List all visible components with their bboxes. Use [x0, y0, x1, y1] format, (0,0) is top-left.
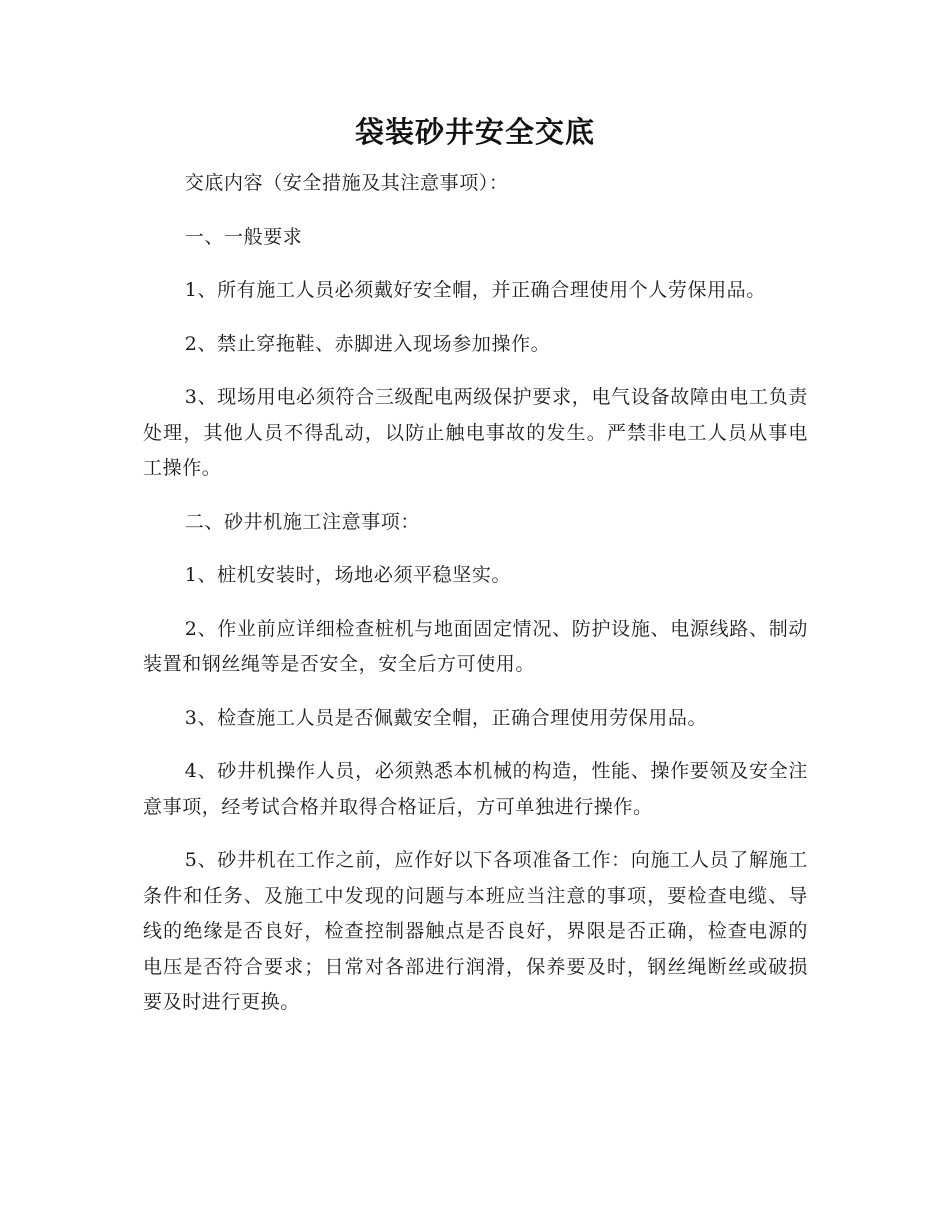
paragraph-general-3: 3、现场用电必须符合三级配电两级保护要求，电气设备故障由电工负责处理，其他人员不得乱动，以防止触电事故的发生。严禁非电工人员从事电工操作。	[143, 386, 808, 479]
paragraph-machine-4: 4、砂井机操作人员，必须熟悉本机械的构造，性能、操作要领及安全注意事项，经考试合格并取得合格证后，方可单独进行操作。	[143, 760, 808, 818]
document-title: 袋装砂井安全交底	[354, 115, 595, 149]
paragraph-general-2: 2、禁止穿拖鞋、赤脚进入现场参加操作。	[184, 332, 551, 355]
paragraph-intro: 交底内容（安全措施及其注意事项）：	[184, 172, 509, 194]
document-body	[143, 166, 808, 1039]
paragraph-general-1: 1、所有施工人员必须戴好安全帽，并正确合理使用个人劳保用品。	[184, 279, 766, 301]
section-heading-machine: 二、砂井机施工注意事项：	[184, 510, 420, 533]
paragraph-machine-5: 5、砂井机在工作之前，应作好以下各项准备工作：向施工人员了解施工条件和任务、及施工中发现的问题与本班应当注意的事项，要检查电缆、导线的绝缘是否良好，检查控制器触点是否良好，界限是否正确，检查电源的电压是否符合要求；日常对各部进行润滑，保养要及时，钢丝绳断丝或破损要及时进行更换。	[143, 849, 808, 1013]
paragraph-machine-1: 1、桩机安装时，场地必须平稳坚实。	[184, 564, 512, 586]
paragraph-machine-2: 2、作业前应详细检查桩机与地面固定情况、防护设施、电源线路、制动装置和钢丝绳等是否安全，安全后方可使用。	[143, 617, 808, 675]
paragraph-machine-3: 3、检查施工人员是否佩戴安全帽，正确合理使用劳保用品。	[184, 706, 708, 729]
section-heading-general: 一、一般要求	[184, 225, 303, 248]
